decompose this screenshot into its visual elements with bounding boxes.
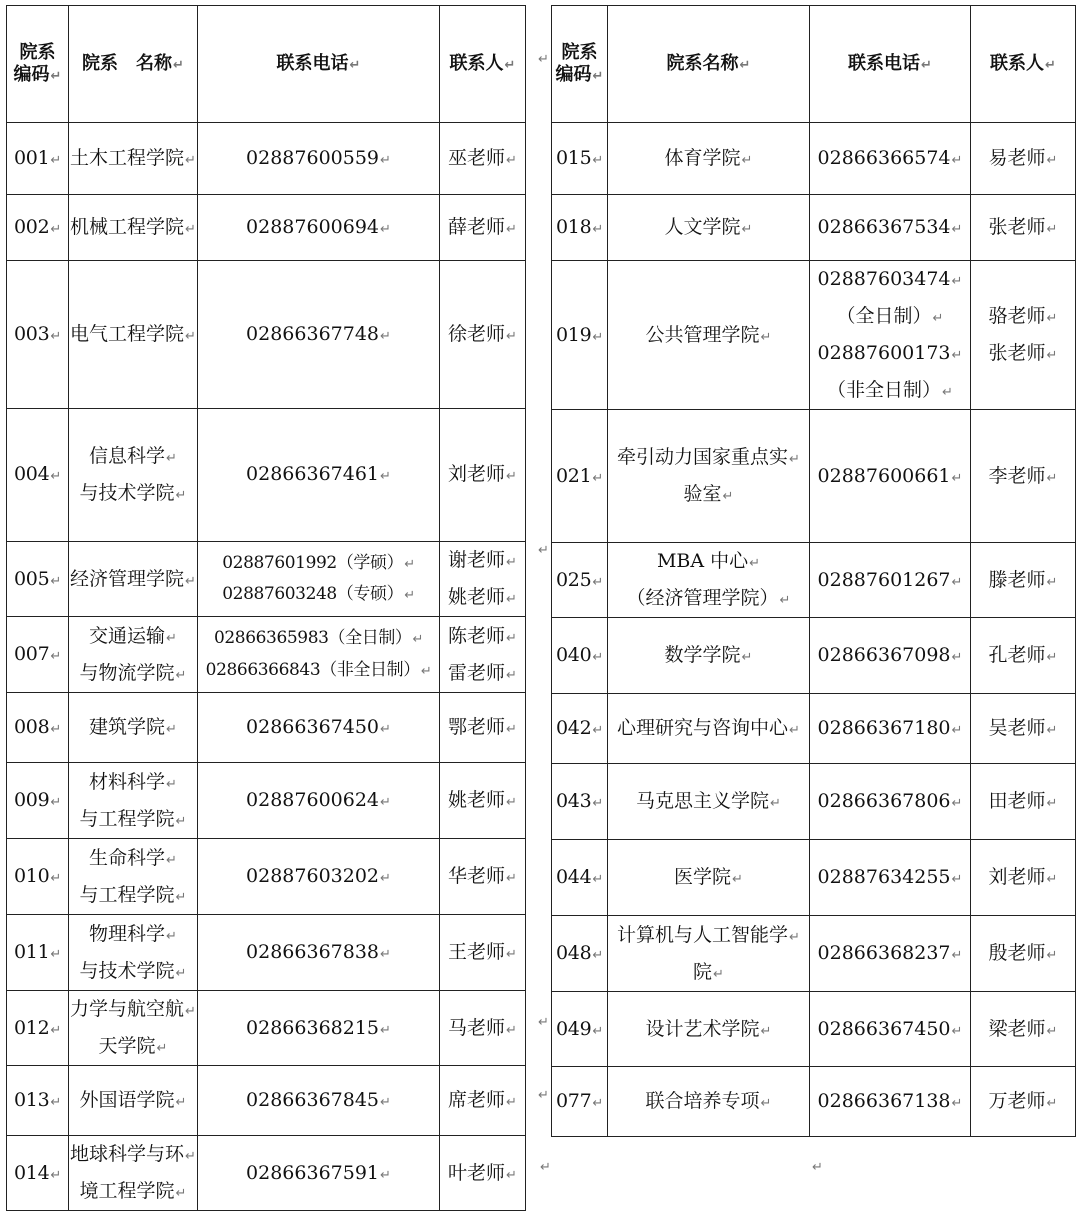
dept-name-line: 与工程学院↵ xyxy=(79,807,187,830)
dept-name xyxy=(608,694,810,764)
paragraph-mark: ↵ xyxy=(812,1160,823,1175)
table-row xyxy=(552,764,1076,840)
contact-phone-line: 02866367098↵ xyxy=(817,644,963,667)
dept-name xyxy=(608,195,810,261)
dept-name-line: 数学学院↵ xyxy=(664,644,753,667)
dept-name xyxy=(608,543,810,618)
dept-name xyxy=(69,409,198,542)
contact-person-line: 姚老师↵ xyxy=(448,789,517,812)
contact-person xyxy=(971,764,1076,840)
dept-code: 015↵ xyxy=(552,123,608,195)
contact-phone-line: 02866367806↵ xyxy=(817,790,963,813)
contact-person xyxy=(440,1136,526,1211)
contact-person xyxy=(440,409,526,542)
paragraph-mark: ↵ xyxy=(538,1015,549,1030)
contact-person-line: 鄂老师↵ xyxy=(448,716,517,739)
dept-code: 042↵ xyxy=(552,694,608,764)
contact-person xyxy=(971,543,1076,618)
contact-phone-line: 02887603248（专硕）↵ xyxy=(222,584,415,605)
table-row xyxy=(552,543,1076,618)
header-contact: 联系人↵ xyxy=(440,6,526,123)
dept-code: 013↵ xyxy=(7,1066,69,1136)
dept-name-line: 交通运输↵ xyxy=(89,624,177,647)
dept-name xyxy=(69,261,198,409)
contact-phone-line: 02887603202↵ xyxy=(246,865,391,888)
contact-phone xyxy=(198,693,440,763)
contact-person-line: 陈老师↵ xyxy=(448,624,517,647)
contact-person-line: 徐老师↵ xyxy=(448,322,517,345)
dept-name-line: 物理科学↵ xyxy=(89,922,177,945)
dept-name-line: 与工程学院↵ xyxy=(79,883,187,906)
dept-code: 007↵ xyxy=(7,617,69,693)
dept-name xyxy=(69,617,198,693)
table-row xyxy=(552,694,1076,764)
dept-name-line: 验室↵ xyxy=(683,483,734,506)
dept-name-line: 计算机与人工智能学↵ xyxy=(617,923,800,946)
dept-name xyxy=(608,992,810,1067)
contact-phone-line: 02887601992（学硕）↵ xyxy=(222,552,415,573)
contact-phone xyxy=(810,1067,971,1137)
contact-person xyxy=(440,1066,526,1136)
dept-name xyxy=(69,1066,198,1136)
left-table-body xyxy=(7,123,526,1211)
contact-person xyxy=(971,261,1076,410)
dept-name xyxy=(608,764,810,840)
contact-phone xyxy=(198,915,440,991)
contact-person xyxy=(440,991,526,1066)
contact-phone-line: 02866367461↵ xyxy=(246,463,391,486)
contact-phone xyxy=(198,763,440,839)
contact-phone-line: 02887634255↵ xyxy=(817,866,963,889)
dept-name xyxy=(69,915,198,991)
dept-name-line: （经济管理学院）↵ xyxy=(626,587,791,610)
header-contact: 联系人↵ xyxy=(971,6,1076,123)
dept-name-line: 境工程学院↵ xyxy=(79,1180,187,1203)
contact-person xyxy=(440,261,526,409)
header-code-line: 编码↵ xyxy=(13,64,62,85)
dept-code: 009↵ xyxy=(7,763,69,839)
header-code-line: 院系 xyxy=(19,41,56,63)
table-row xyxy=(7,693,526,763)
header-phone: 联系电话↵ xyxy=(810,6,971,123)
contact-person-line: 梁老师↵ xyxy=(988,1017,1058,1040)
table-row xyxy=(552,1067,1076,1137)
table-row xyxy=(552,992,1076,1067)
contact-phone xyxy=(810,764,971,840)
contact-phone xyxy=(198,261,440,409)
contact-phone-line: （非全日制）↵ xyxy=(827,379,953,402)
table-row xyxy=(7,261,526,409)
contact-phone-line: 02887600661↵ xyxy=(817,464,963,487)
contact-person xyxy=(440,915,526,991)
table-row xyxy=(7,839,526,915)
contact-person-line: 叶老师↵ xyxy=(448,1161,517,1184)
dept-name-line: 人文学院↵ xyxy=(664,215,753,238)
contact-phone-line: 02887600173↵ xyxy=(817,342,963,365)
dept-name-line: 医学院↵ xyxy=(674,866,743,889)
contact-phone xyxy=(810,840,971,916)
dept-name-line: 力学与航空航↵ xyxy=(70,998,196,1021)
contact-phone-line: 02866366574↵ xyxy=(817,146,963,169)
dept-name xyxy=(608,916,810,992)
contact-person-line: 张老师↵ xyxy=(988,342,1058,365)
header-code-line: 院系 xyxy=(561,41,598,63)
contact-phone xyxy=(810,261,971,410)
contact-phone xyxy=(198,195,440,261)
contact-phone xyxy=(198,1066,440,1136)
contact-person xyxy=(440,195,526,261)
header-code xyxy=(7,6,69,123)
table-row xyxy=(7,123,526,195)
dept-name-line: 天学院↵ xyxy=(98,1035,168,1058)
contact-phone xyxy=(810,410,971,543)
contact-phone-line: 02887600624↵ xyxy=(246,789,391,812)
contact-person-line: 刘老师↵ xyxy=(988,866,1058,889)
dept-code: 012↵ xyxy=(7,991,69,1066)
dept-name xyxy=(69,542,198,617)
dept-code: 077↵ xyxy=(552,1067,608,1137)
contact-person-line: 张老师↵ xyxy=(988,215,1058,238)
contact-phone-line: 02887601267↵ xyxy=(817,568,963,591)
contact-person-line: 谢老师↵ xyxy=(448,549,517,571)
contact-person xyxy=(440,542,526,617)
header-code-line: 编码↵ xyxy=(555,64,604,85)
contact-person xyxy=(971,195,1076,261)
table-row xyxy=(7,1066,526,1136)
dept-code: 011↵ xyxy=(7,915,69,991)
dept-code: 001↵ xyxy=(7,123,69,195)
table-row xyxy=(7,1136,526,1211)
contact-person xyxy=(440,123,526,195)
contact-phone xyxy=(810,543,971,618)
paragraph-mark: ↵ xyxy=(540,1160,551,1175)
dept-code: 049↵ xyxy=(552,992,608,1067)
dept-code: 021↵ xyxy=(552,410,608,543)
contact-person-line: 骆老师↵ xyxy=(988,305,1058,328)
dept-name xyxy=(69,991,198,1066)
dept-name-line: 牵引动力国家重点实↵ xyxy=(617,446,800,469)
dept-name xyxy=(69,1136,198,1211)
contact-person xyxy=(440,839,526,915)
dept-name xyxy=(608,840,810,916)
contact-phone xyxy=(810,123,971,195)
table-row xyxy=(7,409,526,542)
dept-code: 018↵ xyxy=(552,195,608,261)
left-header-row xyxy=(7,6,526,123)
contact-person xyxy=(971,410,1076,543)
dept-code: 048↵ xyxy=(552,916,608,992)
dept-name xyxy=(69,763,198,839)
contact-person-line: 薛老师↵ xyxy=(448,215,517,238)
contact-phone xyxy=(198,1136,440,1211)
contact-person-line: 席老师↵ xyxy=(448,1089,517,1112)
contact-person-line: 滕老师↵ xyxy=(988,568,1058,591)
table-row xyxy=(552,410,1076,543)
contact-person-line: 刘老师↵ xyxy=(448,463,517,486)
dept-code: 019↵ xyxy=(552,261,608,410)
contact-person-line: 巫老师↵ xyxy=(448,146,517,169)
contact-phone xyxy=(198,123,440,195)
dept-name-line: 建筑学院↵ xyxy=(89,716,177,739)
contact-person xyxy=(971,840,1076,916)
header-name: 院系名称↵ xyxy=(608,6,810,123)
dept-code: 004↵ xyxy=(7,409,69,542)
dept-code: 002↵ xyxy=(7,195,69,261)
contact-phone-line: 02866367838↵ xyxy=(246,941,391,964)
table-row xyxy=(7,542,526,617)
dept-name-line: 地球科学与环↵ xyxy=(70,1143,196,1166)
dept-name-line: 院↵ xyxy=(693,960,724,983)
dept-name-line: 体育学院↵ xyxy=(664,146,753,169)
contact-phone xyxy=(810,992,971,1067)
contact-phone xyxy=(810,195,971,261)
right-header-row xyxy=(552,6,1076,123)
contact-person xyxy=(971,618,1076,694)
dept-code: 005↵ xyxy=(7,542,69,617)
dept-code: 003↵ xyxy=(7,261,69,409)
contact-person-line: 王老师↵ xyxy=(448,941,517,964)
header-phone: 联系电话↵ xyxy=(198,6,440,123)
dept-name xyxy=(608,123,810,195)
dept-code: 014↵ xyxy=(7,1136,69,1211)
dept-name-line: 与物流学院↵ xyxy=(79,661,187,684)
contact-person xyxy=(440,693,526,763)
contact-person-line: 田老师↵ xyxy=(988,790,1058,813)
contact-phone-line: 02887600559↵ xyxy=(246,146,391,169)
dept-name-line: 土木工程学院↵ xyxy=(70,146,196,169)
dept-code: 025↵ xyxy=(552,543,608,618)
dept-name-line: 公共管理学院↵ xyxy=(645,323,772,346)
paragraph-mark: ↵ xyxy=(538,1088,549,1103)
table-row xyxy=(7,195,526,261)
contact-person-line: 马老师↵ xyxy=(448,1016,517,1039)
table-row xyxy=(552,916,1076,992)
contact-phone-line: 02866367845↵ xyxy=(246,1089,391,1112)
table-row xyxy=(552,840,1076,916)
contact-person xyxy=(971,694,1076,764)
contact-person-line: 万老师↵ xyxy=(988,1090,1058,1113)
dept-name-line: 电气工程学院↵ xyxy=(70,322,196,345)
dept-code: 008↵ xyxy=(7,693,69,763)
contact-phone-line: 02866367450↵ xyxy=(817,1017,963,1040)
dept-name-line: MBA 中心↵ xyxy=(656,550,761,573)
dept-name xyxy=(608,261,810,410)
contact-phone-line: 02866367748↵ xyxy=(246,322,391,345)
dept-name-line: 经济管理学院↵ xyxy=(70,567,196,590)
dept-name-line: 材料科学↵ xyxy=(89,770,177,793)
contact-person-line: 姚老师↵ xyxy=(448,586,517,609)
contact-phone xyxy=(198,617,440,693)
table-row xyxy=(552,195,1076,261)
contact-phone-line: 02866366843（非全日制）↵ xyxy=(205,659,432,680)
contact-phone xyxy=(810,694,971,764)
contact-phone-line: （全日制）↵ xyxy=(836,305,944,328)
header-code xyxy=(552,6,608,123)
contact-phone-line: 02887603474↵ xyxy=(817,268,963,290)
dept-name xyxy=(69,195,198,261)
contact-person xyxy=(971,992,1076,1067)
dept-name-line: 与技术学院↵ xyxy=(79,482,187,504)
contact-phone xyxy=(810,916,971,992)
dept-name xyxy=(69,693,198,763)
dept-name xyxy=(69,123,198,195)
contact-phone xyxy=(198,542,440,617)
contact-person xyxy=(440,763,526,839)
contact-phone-line: 02866367534↵ xyxy=(817,215,963,238)
left-contact-table xyxy=(6,5,526,1211)
contact-person-line: 华老师↵ xyxy=(448,865,517,888)
contact-person-line: 李老师↵ xyxy=(988,464,1058,487)
dept-name-line: 联合培养专项↵ xyxy=(645,1090,772,1113)
contact-person xyxy=(440,617,526,693)
contact-phone-line: 02866367591↵ xyxy=(246,1161,391,1184)
table-row xyxy=(552,261,1076,410)
contact-phone-line: 02887600694↵ xyxy=(246,215,391,238)
contact-person xyxy=(971,916,1076,992)
contact-phone-line: 02866365983（全日制）↵ xyxy=(213,628,424,649)
dept-name-line: 设计艺术学院↵ xyxy=(645,1017,772,1040)
dept-code: 010↵ xyxy=(7,839,69,915)
contact-phone xyxy=(810,618,971,694)
dept-name-line: 与技术学院↵ xyxy=(79,959,187,982)
contact-phone-line: 02866368215↵ xyxy=(246,1016,391,1039)
contact-phone-line: 02866367450↵ xyxy=(246,716,391,739)
table-row xyxy=(7,617,526,693)
contact-person xyxy=(971,1067,1076,1137)
contact-phone xyxy=(198,991,440,1066)
dept-name-line: 机械工程学院↵ xyxy=(70,215,196,238)
contact-phone xyxy=(198,839,440,915)
header-name: 院系 名称↵ xyxy=(69,6,198,123)
contact-person xyxy=(971,123,1076,195)
dept-name-line: 外国语学院↵ xyxy=(79,1089,187,1112)
table-row xyxy=(552,123,1076,195)
contact-person-line: 吴老师↵ xyxy=(988,717,1058,740)
contact-phone-line: 02866367138↵ xyxy=(817,1090,963,1113)
dept-code: 043↵ xyxy=(552,764,608,840)
contact-person-line: 易老师↵ xyxy=(988,146,1058,169)
table-row xyxy=(7,991,526,1066)
contact-person-line: 孔老师↵ xyxy=(988,644,1058,667)
contact-phone-line: 02866368237↵ xyxy=(817,942,963,965)
dept-name-line: 心理研究与咨询中心↵ xyxy=(617,717,800,740)
dept-code: 040↵ xyxy=(552,618,608,694)
table-row xyxy=(7,915,526,991)
paragraph-mark: ↵ xyxy=(538,52,549,67)
right-table-body xyxy=(552,123,1076,1137)
dept-name xyxy=(69,839,198,915)
dept-name xyxy=(608,1067,810,1137)
contact-person-line: 雷老师↵ xyxy=(448,661,517,684)
table-row xyxy=(552,618,1076,694)
dept-name-line: 马克思主义学院↵ xyxy=(636,790,781,813)
table-row xyxy=(7,763,526,839)
dept-name xyxy=(608,618,810,694)
contact-phone xyxy=(198,409,440,542)
dept-name-line: 生命科学↵ xyxy=(89,846,177,869)
right-contact-table xyxy=(551,5,1076,1137)
dept-code: 044↵ xyxy=(552,840,608,916)
contact-person-line: 殷老师↵ xyxy=(988,942,1058,965)
dept-name-line: 信息科学↵ xyxy=(89,444,177,467)
paragraph-mark: ↵ xyxy=(538,543,549,558)
dept-name xyxy=(608,410,810,543)
contact-phone-line: 02866367180↵ xyxy=(817,717,963,740)
